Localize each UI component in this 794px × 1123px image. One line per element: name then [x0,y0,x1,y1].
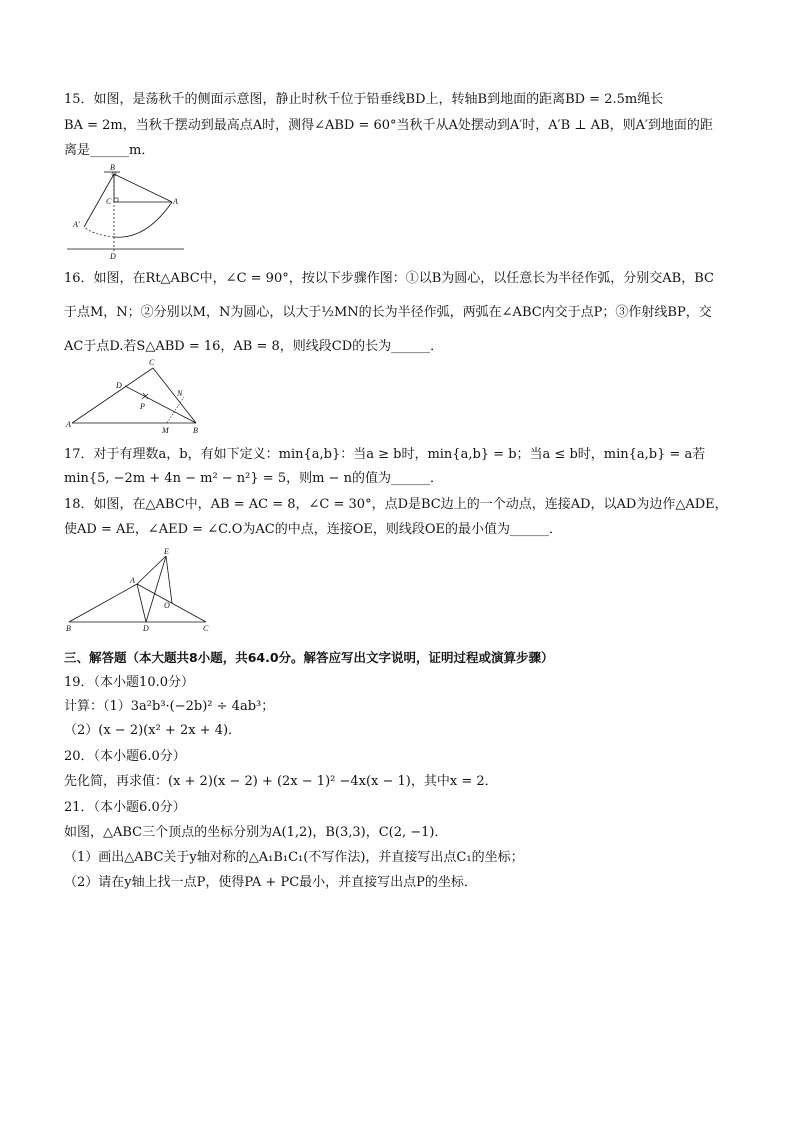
section-3-heading: 三、解答题（本大题共8小题，共64.0分。解答应写出文字说明，证明过程或演算步骤） [64,650,554,665]
q16-line-3: AC于点D.若S△ABD = 16，AB = 8，则线段CD的长为______． [64,339,444,354]
q16-line-2: 于点M，N；②分别以M，N为圆心，以大于½MN的长为半径作弧，两弧在∠ABC内交于点P；③作射线BP，交 [64,305,712,320]
q15-line-2: BA = 2m，当秋千摆动到最高点A时，测得∠ABD = 60°当秋千从A处摆动到A′时，A′B ⊥ AB，则A′到地面的距 [64,118,713,133]
q16-label-b: B [193,426,198,435]
q15-line-1: 15．如图，是荡秋千的侧面示意图，静止时秋千位于铅垂线BD上，转轴B到地面的距离BD = 2.5m绳长 [64,92,664,107]
q17-line-2: min{5, −2m + 4n − m² − n²} = 5，则m − n的值为______． [64,471,443,486]
q20-heading: 20．（本小题6.0分） [64,749,186,764]
q19-heading: 19．（本小题10.0分） [64,675,194,690]
q15-swing-figure [64,162,189,262]
q16-triangle-figure [64,357,204,437]
q21-part-2: （2）请在y轴上找一点P，使得PA + PC最小，并直接写出点P的坐标． [64,875,477,890]
q18-label-o: O [164,601,170,610]
q20-text: 先化简，再求值：(x + 2)(x − 2) + (2x − 1)² −4x(x − 1)，其中x = 2． [64,774,498,789]
q18-line-1: 18．如图，在△ABC中，AB = AC = 8，∠C = 30°，点D是BC边上的一个动点，连接AD，以AD为边作△ADE， [64,497,728,512]
q16-label-n: N [177,389,183,398]
q18-triangle-figure [64,548,214,633]
q15-line-3: 离是______m． [64,143,155,158]
q18-label-e: E [164,548,169,556]
q21-part-1: （1）画出△ABC关于y轴对称的△A₁B₁C₁(不写作法)，并直接写出点C₁的坐标； [64,850,524,865]
q19-part-2: （2）(x − 2)(x² + 2x + 4)． [64,723,242,738]
q18-line-2: 使AD = AE，∠AED = ∠C.O为AC的中点，连接OE，则线段OE的最小值为______． [64,522,562,537]
q21-text: 如图，△ABC三个顶点的坐标分别为A(1,2)，B(3,3)，C(2, −1)． [64,825,448,840]
q16-label-c: C [149,358,155,367]
q15-label-a: A [173,197,178,206]
q15-label-a-prime: A′ [73,220,80,229]
q16-line-1: 16．如图，在Rt△ABC中，∠C = 90°，按以下步骤作图：①以B为圆心，以任意长为半径作弧，分别交AB，BC [64,271,714,286]
q16-label-a: A [66,420,71,429]
q18-label-d: D [143,624,149,633]
q16-label-m: M [162,426,169,435]
q18-label-b: B [66,624,71,633]
q15-label-c: C [106,197,112,206]
q19-part-1: 计算：（1）3a²b³·(−2b)² ÷ 4ab³； [64,699,275,714]
q21-heading: 21．（本小题6.0分） [64,800,186,815]
q17-line-1: 17．对于有理数a，b，有如下定义：min{a,b}：当a ≥ b时，min{a,b} = b；当a ≤ b时，min{a,b} = a若 [64,447,706,462]
q16-label-p: P [140,402,145,411]
q15-label-d: D [110,252,116,261]
q18-label-c: C [203,624,209,633]
q15-label-b: B [110,163,115,172]
q18-label-a: A [130,576,135,585]
q16-label-d: D [116,381,122,390]
